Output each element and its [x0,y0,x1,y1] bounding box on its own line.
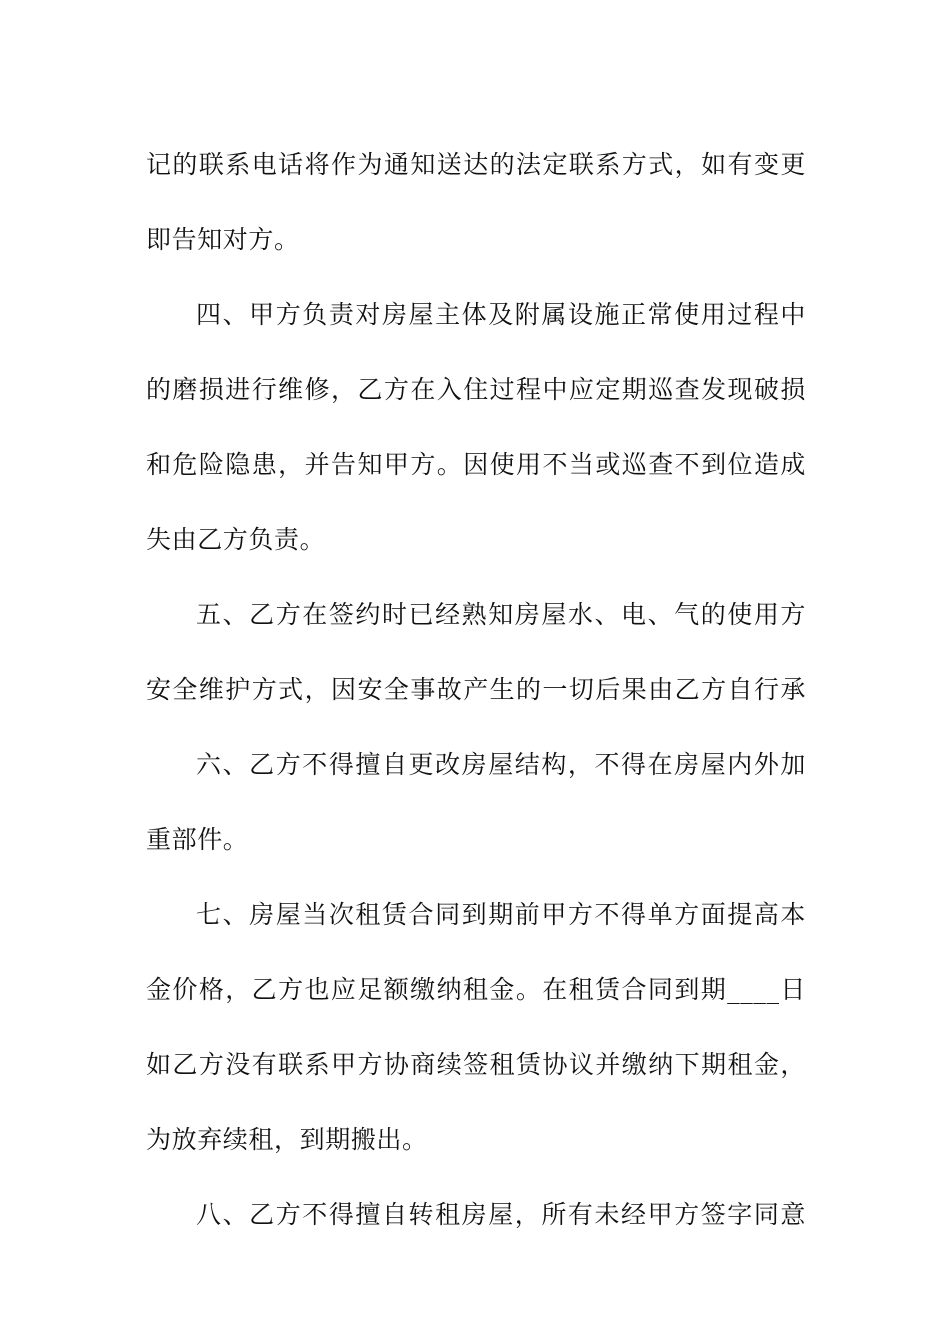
clause-4-line-2: 的磨损进行维修，乙方在入住过程中应定期巡查发现破损 [146,375,806,404]
contract-text-body [146,127,806,1252]
clause-5-line-2: 安全维护方式，因安全事故产生的一切后果由乙方自行承 [146,675,806,704]
clause-7-line-2: 金价格，乙方也应足额缴纳租金。在租赁合同到期____日 [146,975,806,1004]
text-line-1: 记的联系电话将作为通知送达的法定联系方式，如有变更 [146,150,806,179]
clause-7-line-3: 如乙方没有联系甲方协商续签租赁协议并缴纳下期租金， [146,1050,806,1079]
clause-4-line-3: 和危险隐患，并告知甲方。因使用不当或巡查不到位造成 [146,450,806,479]
clause-4-line-4: 失由乙方负责。 [146,525,326,554]
text-line-2: 即告知对方。 [146,225,300,254]
clause-7-line-1: 七、房屋当次租赁合同到期前甲方不得单方面提高本 [196,900,806,929]
clause-7-line-4: 为放弃续租，到期搬出。 [146,1125,428,1154]
clause-8-line-1: 八、乙方不得擅自转租房屋，所有未经甲方签字同意 [196,1200,806,1229]
clause-5-line-1: 五、乙方在签约时已经熟知房屋水、电、气的使用方 [196,600,806,629]
clause-6-line-1: 六、乙方不得擅自更改房屋结构，不得在房屋内外加 [196,750,806,779]
clause-4-line-1: 四、甲方负责对房屋主体及附属设施正常使用过程中 [196,300,806,329]
clause-6-line-2: 重部件。 [146,825,249,854]
